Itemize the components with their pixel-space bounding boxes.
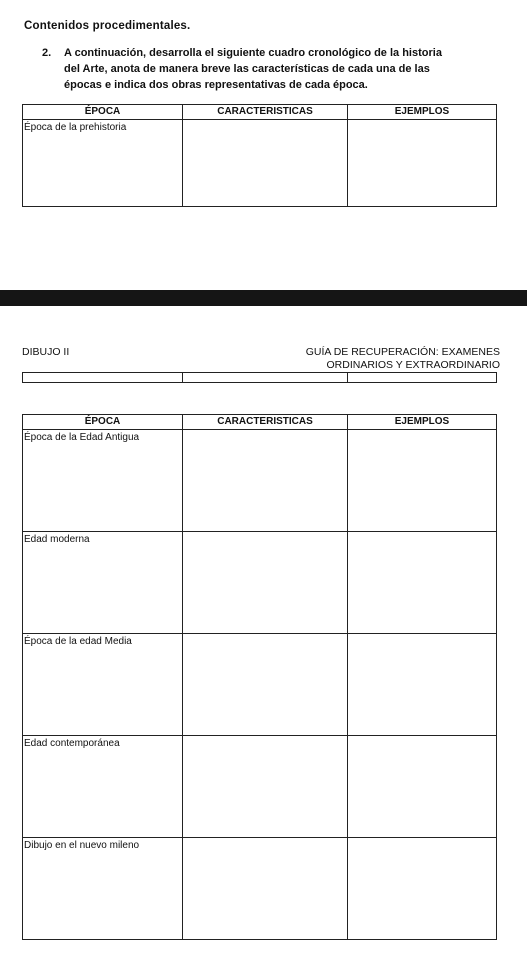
strip-cell	[183, 373, 348, 383]
chronology-table-top	[22, 104, 497, 207]
strip-cell	[23, 373, 183, 383]
cell-ejemplos[interactable]	[348, 120, 497, 207]
cell-caracteristicas[interactable]	[183, 532, 348, 634]
page-bottom	[0, 306, 527, 956]
header-strip-table	[22, 372, 497, 383]
table-row	[23, 634, 497, 736]
chronology-table-bottom	[22, 414, 497, 940]
instruction-line: A continuación, desarrolla el siguiente cuadro cronológico de la historia	[64, 47, 442, 59]
strip-cell	[348, 373, 497, 383]
table-row	[23, 838, 497, 940]
table-header-row	[23, 415, 497, 430]
cell-ejemplos[interactable]	[348, 838, 497, 940]
guide-title-line: ORDINARIOS Y EXTRAORDINARIO	[326, 359, 500, 371]
header-ejemplos: EJEMPLOS	[348, 415, 497, 430]
instruction-number: 2.	[42, 47, 52, 59]
page-separator	[0, 290, 527, 306]
table-row	[23, 430, 497, 532]
header-epoca: ÉPOCA	[23, 415, 183, 430]
cell-epoca: Época de la edad Media	[23, 634, 183, 736]
header-caracteristicas: CARACTERISTICAS	[183, 105, 348, 120]
instruction-line: épocas e indica dos obras representativas de cada época.	[64, 79, 368, 91]
header-epoca: ÉPOCA	[23, 105, 183, 120]
instruction-line: del Arte, anota de manera breve las características de cada una de las	[64, 63, 430, 75]
cell-ejemplos[interactable]	[348, 736, 497, 838]
cell-epoca: Época de la Edad Antigua	[23, 430, 183, 532]
section-title: Contenidos procedimentales.	[24, 20, 191, 32]
cell-epoca: Edad moderna	[23, 532, 183, 634]
table-row	[23, 532, 497, 634]
cell-caracteristicas[interactable]	[183, 736, 348, 838]
cell-epoca: Edad contemporánea	[23, 736, 183, 838]
subject-label: DIBUJO II	[22, 346, 70, 358]
header-caracteristicas: CARACTERISTICAS	[183, 415, 348, 430]
table-header-row	[23, 105, 497, 120]
cell-ejemplos[interactable]	[348, 634, 497, 736]
page-top	[0, 0, 527, 290]
cell-caracteristicas[interactable]	[183, 120, 348, 207]
table-row	[23, 736, 497, 838]
cell-caracteristicas[interactable]	[183, 838, 348, 940]
guide-title	[270, 346, 500, 372]
cell-caracteristicas[interactable]	[183, 634, 348, 736]
cell-epoca: Época de la prehistoria	[23, 120, 183, 207]
cell-ejemplos[interactable]	[348, 532, 497, 634]
table-row	[23, 120, 497, 207]
instruction	[44, 45, 504, 93]
guide-title-line: GUÍA DE RECUPERACIÓN: EXAMENES	[305, 346, 500, 358]
cell-ejemplos[interactable]	[348, 430, 497, 532]
cell-epoca: Dibujo en el nuevo mileno	[23, 838, 183, 940]
header-ejemplos: EJEMPLOS	[348, 105, 497, 120]
cell-caracteristicas[interactable]	[183, 430, 348, 532]
